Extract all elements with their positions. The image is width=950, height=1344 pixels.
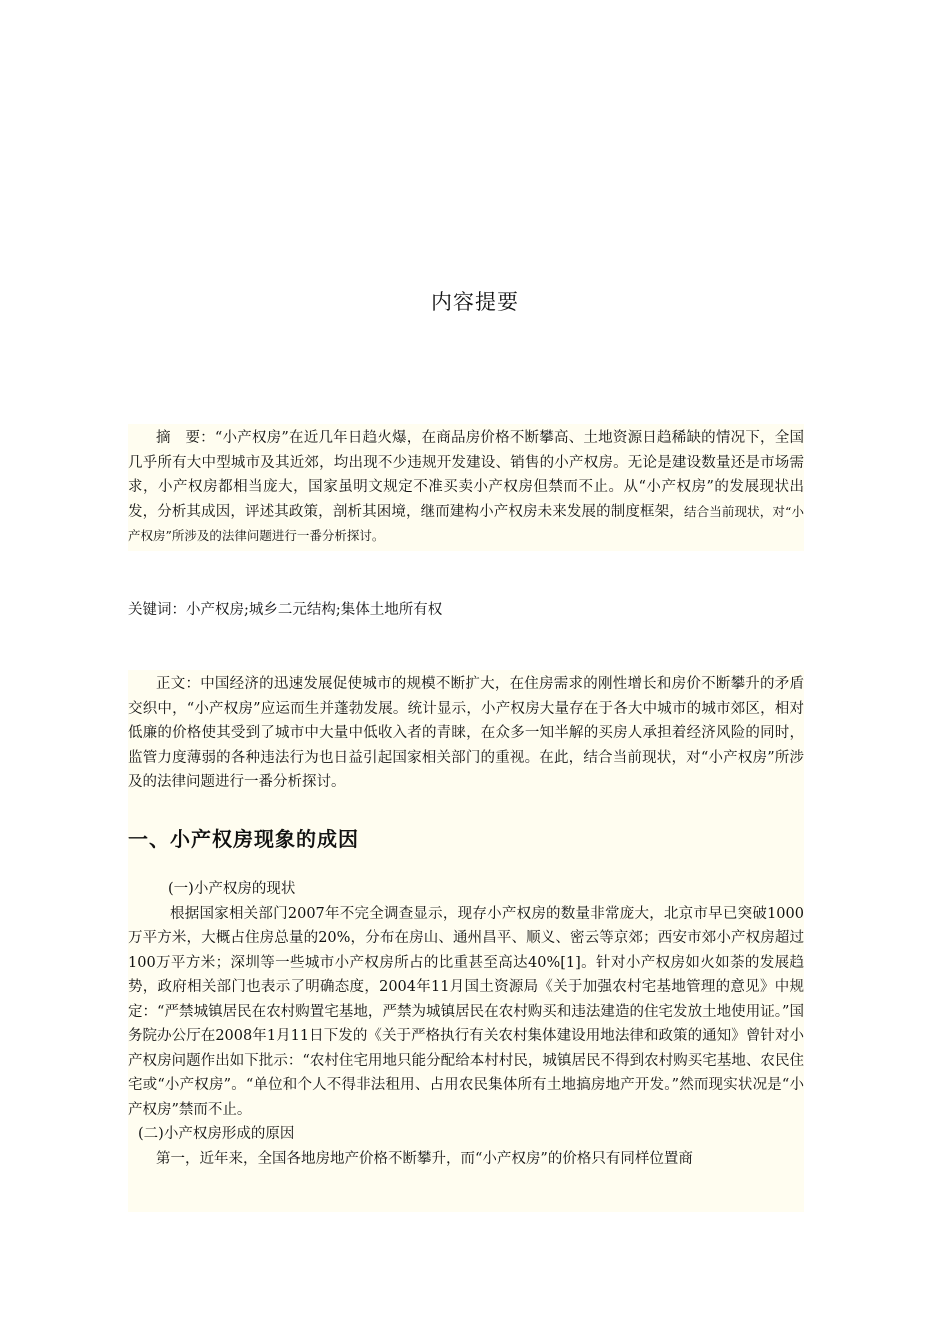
abstract-main: 摘 要：“小产权房”在近几年日趋火爆，在商品房价格不断攀高、土地资源日趋稀缺的情况下，全国几乎所有大中型城市及其近郊，均出现不少违规开发建设、销售的小产权房。无论是建设数量还是市场需求，小产权房都相当庞大，国家虽明文规定不准买卖小产权房但禁而不止。从“小产权房”的发展现状出发，分析其成因，评述其政策，剖析其困境，继而建构小产权房未来发展的制度框架， — [128, 430, 804, 520]
subsection-paragraph-1: 根据国家相关部门2007年不完全调查显示，现存小产权房的数量非常庞大，北京市早已突破1000万平方米，大概占住房总量的20%，分布在房山、通州昌平、顺义、密云等京郊；西安市郊小产权房超过100万平方米；深圳等一些城市小产权房所占的比重甚至高达40%[1]。针对小产权房如火如荼的发展趋势，政府相关部门也表示了明确态度，2004年11月国土资源局《关于加强农村宅基地管理的意见》中规定：“严禁城镇居民在农村购置宅基地，严禁为城镇居民在农村购买和违法建造的住宅发放土地使用证。”国务院办公厅在2008年1月11日下发的《关于严格执行有关农村集体建设用地法律和政策的通知》曾针对小产权房问题作出如下批示：“农村住宅用地只能分配给本村村民，城镇居民不得到农村购买宅基地、农民住宅或“小产权房”。“单位和个人不得非法租用、占用农民集体所有土地搞房地产开发。”然而现实状况是“小产权房”禁而不止。 — [128, 905, 804, 1118]
section-heading-1: 一、小产权房现象的成因 — [128, 826, 359, 851]
abstract-section — [128, 424, 804, 551]
page-title: 内容提要 — [431, 290, 519, 314]
subsection-heading-1: (一)小产权房的现状 — [168, 881, 296, 897]
abstract-text — [128, 426, 804, 549]
intro-paragraph: 正文：中国经济的迅速发展促使城市的规模不断扩大，在住房需求的刚性增长和房价不断攀升的矛盾交织中，“小产权房”应运而生并蓬勃发展。统计显示，小产权房大量存在于各大中城市的城市郊区，相对低廉的价格使其受到了城市中大量中低收入者的青睐，在众多一知半解的买房人承担着经济风险的同时，监管力度薄弱的各种违法行为也日益引起国家相关部门的重视。在此，结合当前现状，对“小产权房”所涉及的法律问题进行一番分析探讨。 — [128, 676, 804, 790]
body-section — [128, 670, 804, 1212]
abstract-tail: 结合当前现状，对“小产权房”所涉及的法律问题进行一番分析探讨。 — [128, 503, 804, 543]
subsection-heading-2: (二)小产权房形成的原因 — [138, 1126, 295, 1142]
subsection-paragraph-2: 第一，近年来，全国各地房地产价格不断攀升，而“小产权房”的价格只有同样位置商 — [156, 1150, 693, 1167]
keywords: 关键词：小产权房;城乡二元结构;集体土地所有权 — [128, 602, 443, 618]
